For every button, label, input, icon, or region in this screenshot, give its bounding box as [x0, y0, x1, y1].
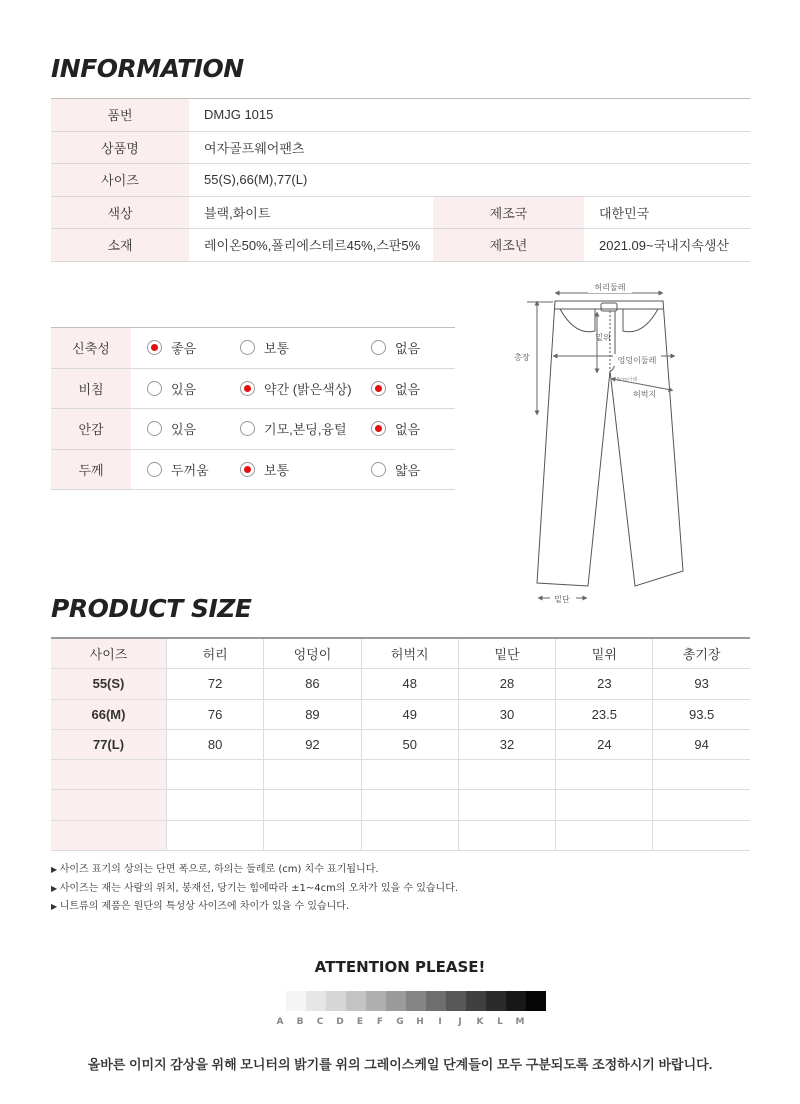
- size-label: 사이즈: [51, 164, 189, 196]
- grayscale-letter: G: [396, 1017, 404, 1027]
- thigh-label: 허벅지: [633, 390, 657, 399]
- size-cell: 94: [652, 730, 749, 759]
- material-value: 레이온50%,폴리에스테르45%,스판5%: [204, 238, 421, 254]
- size-cell: [458, 790, 555, 819]
- radio-icon[interactable]: [371, 340, 386, 355]
- attribute-option-label: 보통: [264, 341, 290, 357]
- info-row-size: [51, 164, 750, 197]
- grayscale-swatch: [506, 991, 526, 1011]
- info-row-product-no: [51, 99, 750, 132]
- color-value: 블랙,화이트: [204, 205, 271, 221]
- size-table: [51, 637, 750, 851]
- size-cell: [51, 821, 166, 850]
- attribute-label: 두께: [51, 450, 131, 490]
- grayscale-letter: L: [497, 1017, 503, 1027]
- attribute-label: 안감: [51, 409, 131, 449]
- grayscale-letter: A: [276, 1017, 284, 1027]
- product-no-label: 품번: [51, 99, 189, 131]
- attribute-option-label: 있음: [171, 381, 197, 397]
- size-cell: 77(L): [51, 730, 166, 759]
- attribute-option-label: 보통: [264, 462, 290, 478]
- radio-icon[interactable]: [371, 381, 386, 396]
- size-cell: [51, 790, 166, 819]
- size-cell: 32: [458, 730, 555, 759]
- radio-icon[interactable]: [371, 421, 386, 436]
- grayscale-letters: [270, 1017, 530, 1027]
- radio-icon[interactable]: [147, 381, 162, 396]
- thigh-note-label: 5cm아래: [617, 377, 638, 383]
- size-header-row: [51, 639, 750, 669]
- grayscale-letter: E: [356, 1017, 364, 1027]
- information-table: [51, 98, 750, 262]
- radio-icon[interactable]: [147, 340, 162, 355]
- grayscale-letter: I: [438, 1017, 442, 1027]
- size-cell: [361, 790, 458, 819]
- attribute-option-label: 있음: [171, 422, 197, 438]
- size-cell: [361, 821, 458, 850]
- grayscale-swatch: [426, 991, 446, 1011]
- size-header-cell: 사이즈: [51, 639, 166, 668]
- material-label: 소재: [51, 229, 189, 261]
- radio-icon[interactable]: [147, 462, 162, 477]
- size-cell: [652, 760, 749, 789]
- grayscale-letter: D: [336, 1017, 344, 1027]
- made-year-label: 제조년: [433, 229, 584, 261]
- pants-outline-icon: [537, 301, 683, 586]
- attribute-option[interactable]: [355, 369, 455, 409]
- size-cell: 89: [263, 700, 360, 729]
- attribute-option[interactable]: [355, 409, 455, 449]
- footer-note: 올바른 이미지 감상을 위해 모니터의 밝기를 위의 그레이스케일 단계들이 모두 구분되도록 조정하시기 바랍니다.: [87, 1057, 713, 1072]
- radio-icon[interactable]: [240, 462, 255, 477]
- pants-diagram: [505, 276, 705, 611]
- grayscale-letter: J: [458, 1017, 462, 1027]
- hip-label: 엉덩이둘레: [617, 356, 657, 365]
- grayscale-bar: [286, 991, 546, 1011]
- size-cell: 93.5: [652, 700, 749, 729]
- attribute-option-label: 두꺼움: [171, 462, 209, 478]
- info-row-product-name: [51, 132, 750, 165]
- size-header-cell: 허벅지: [361, 639, 458, 668]
- size-cell: [166, 790, 263, 819]
- size-header-cell: 엉덩이: [263, 639, 360, 668]
- attribute-row: [51, 328, 455, 369]
- made-year-value: 2021.09~국내지속생산: [599, 238, 729, 254]
- table-row: [51, 821, 750, 851]
- size-cell: [361, 760, 458, 789]
- grayscale-letter: B: [296, 1017, 304, 1027]
- attribute-option[interactable]: [224, 369, 355, 409]
- information-title: INFORMATION: [51, 54, 244, 83]
- attribute-option[interactable]: [131, 450, 224, 490]
- grayscale-letter: C: [316, 1017, 324, 1027]
- grayscale-swatch: [466, 991, 486, 1011]
- grayscale-swatch: [446, 991, 466, 1011]
- note-line: [51, 880, 458, 899]
- grayscale-letter: M: [515, 1017, 525, 1027]
- note-text: 니트류의 제품은 원단의 특성상 사이즈에 차이가 있을 수 있습니다.: [59, 901, 350, 912]
- grayscale-swatch: [386, 991, 406, 1011]
- size-cell: 86: [263, 669, 360, 698]
- size-cell: [51, 760, 166, 789]
- table-row: [51, 730, 750, 760]
- attribute-option[interactable]: [224, 450, 355, 490]
- grayscale-swatch: [406, 991, 426, 1011]
- grayscale-swatch: [526, 991, 546, 1011]
- attribute-option[interactable]: [131, 328, 224, 368]
- product-name-value: 여자골프웨어팬츠: [204, 140, 305, 156]
- info-row-color: [51, 197, 750, 230]
- grayscale-letter: H: [416, 1017, 424, 1027]
- product-no-value: DMJG 1015: [204, 107, 274, 123]
- size-cell: 23: [555, 669, 652, 698]
- size-header-cell: 허리: [166, 639, 263, 668]
- attribute-option[interactable]: [131, 409, 224, 449]
- size-cell: [166, 821, 263, 850]
- table-row: [51, 700, 750, 730]
- attribute-option[interactable]: [131, 369, 224, 409]
- radio-icon[interactable]: [371, 462, 386, 477]
- attribute-option-label: 좋음: [171, 341, 197, 357]
- product-name-label: 상품명: [51, 132, 189, 164]
- table-row: [51, 790, 750, 820]
- size-cell: 24: [555, 730, 652, 759]
- size-cell: [652, 821, 749, 850]
- size-cell: 50: [361, 730, 458, 759]
- country-value: 대한민국: [599, 205, 650, 221]
- note-line: [51, 861, 458, 880]
- size-header-cell: 밑단: [458, 639, 555, 668]
- size-cell: 72: [166, 669, 263, 698]
- grayscale-swatch: [486, 991, 506, 1011]
- size-cell: 80: [166, 730, 263, 759]
- size-cell: [652, 790, 749, 819]
- rise-label: 밑위: [595, 333, 611, 342]
- size-cell: [263, 790, 360, 819]
- size-cell: 23.5: [555, 700, 652, 729]
- grayscale-swatch: [326, 991, 346, 1011]
- attributes-table: [51, 327, 455, 490]
- size-cell: 76: [166, 700, 263, 729]
- radio-icon[interactable]: [240, 421, 255, 436]
- product-size-title: PRODUCT SIZE: [51, 594, 252, 623]
- attribute-option-label: 없음: [395, 422, 421, 438]
- size-value: 55(S),66(M),77(L): [204, 172, 308, 188]
- size-notes: [51, 861, 458, 917]
- radio-icon[interactable]: [240, 381, 255, 396]
- size-cell: [458, 821, 555, 850]
- info-row-material: [51, 229, 750, 262]
- attribute-option-label: 없음: [395, 381, 421, 397]
- grayscale-letter: F: [376, 1017, 384, 1027]
- attribute-option-label: 약간 (밝은색상): [264, 381, 352, 397]
- note-text: 사이즈는 재는 사람의 위치, 봉재선, 당기는 힘에따라 ±1~4cm의 오차가 있을 수 있습니다.: [59, 882, 459, 894]
- size-header-cell: 총기장: [652, 639, 749, 668]
- attribute-row: [51, 450, 455, 491]
- color-label: 색상: [51, 197, 189, 229]
- attribute-row: [51, 369, 455, 410]
- size-cell: 48: [361, 669, 458, 698]
- radio-icon[interactable]: [147, 421, 162, 436]
- grayscale-swatch: [306, 991, 326, 1011]
- attention-title: ATTENTION PLEASE!: [314, 958, 486, 976]
- hem-label: 밑단: [554, 595, 570, 604]
- size-header-cell: 밑위: [555, 639, 652, 668]
- size-cell: [263, 760, 360, 789]
- size-cell: 49: [361, 700, 458, 729]
- attribute-label: 신축성: [51, 328, 131, 368]
- table-row: [51, 669, 750, 699]
- attribute-row: [51, 409, 455, 450]
- country-label: 제조국: [433, 197, 584, 229]
- grayscale-letter: K: [476, 1017, 484, 1027]
- note-text: 사이즈 표기의 상의는 단면 폭으로, 하의는 둘레로 (cm) 치수 표기됩니다.: [59, 864, 379, 875]
- size-cell: 28: [458, 669, 555, 698]
- attribute-option[interactable]: [224, 328, 355, 368]
- attribute-option[interactable]: [355, 450, 455, 490]
- size-cell: 92: [263, 730, 360, 759]
- size-cell: [555, 821, 652, 850]
- attribute-option[interactable]: [224, 409, 355, 449]
- radio-icon[interactable]: [240, 340, 255, 355]
- size-cell: [555, 760, 652, 789]
- attribute-option-label: 없음: [395, 341, 421, 357]
- size-cell: 66(M): [51, 700, 166, 729]
- attribute-option-label: 얇음: [395, 462, 421, 478]
- table-row: [51, 760, 750, 790]
- grayscale-swatch: [286, 991, 306, 1011]
- waist-label: 허리둘레: [594, 283, 626, 292]
- size-cell: [166, 760, 263, 789]
- size-cell: [458, 760, 555, 789]
- attribute-option[interactable]: [355, 328, 455, 368]
- size-cell: 30: [458, 700, 555, 729]
- size-cell: 93: [652, 669, 749, 698]
- grayscale-swatch: [366, 991, 386, 1011]
- attribute-option-label: 기모,본딩,융털: [264, 422, 347, 438]
- length-label: 총장: [514, 353, 530, 362]
- size-cell: [263, 821, 360, 850]
- size-cell: 55(S): [51, 669, 166, 698]
- grayscale-swatch: [346, 991, 366, 1011]
- attribute-label: 비침: [51, 369, 131, 409]
- note-line: [51, 898, 458, 917]
- size-cell: [555, 790, 652, 819]
